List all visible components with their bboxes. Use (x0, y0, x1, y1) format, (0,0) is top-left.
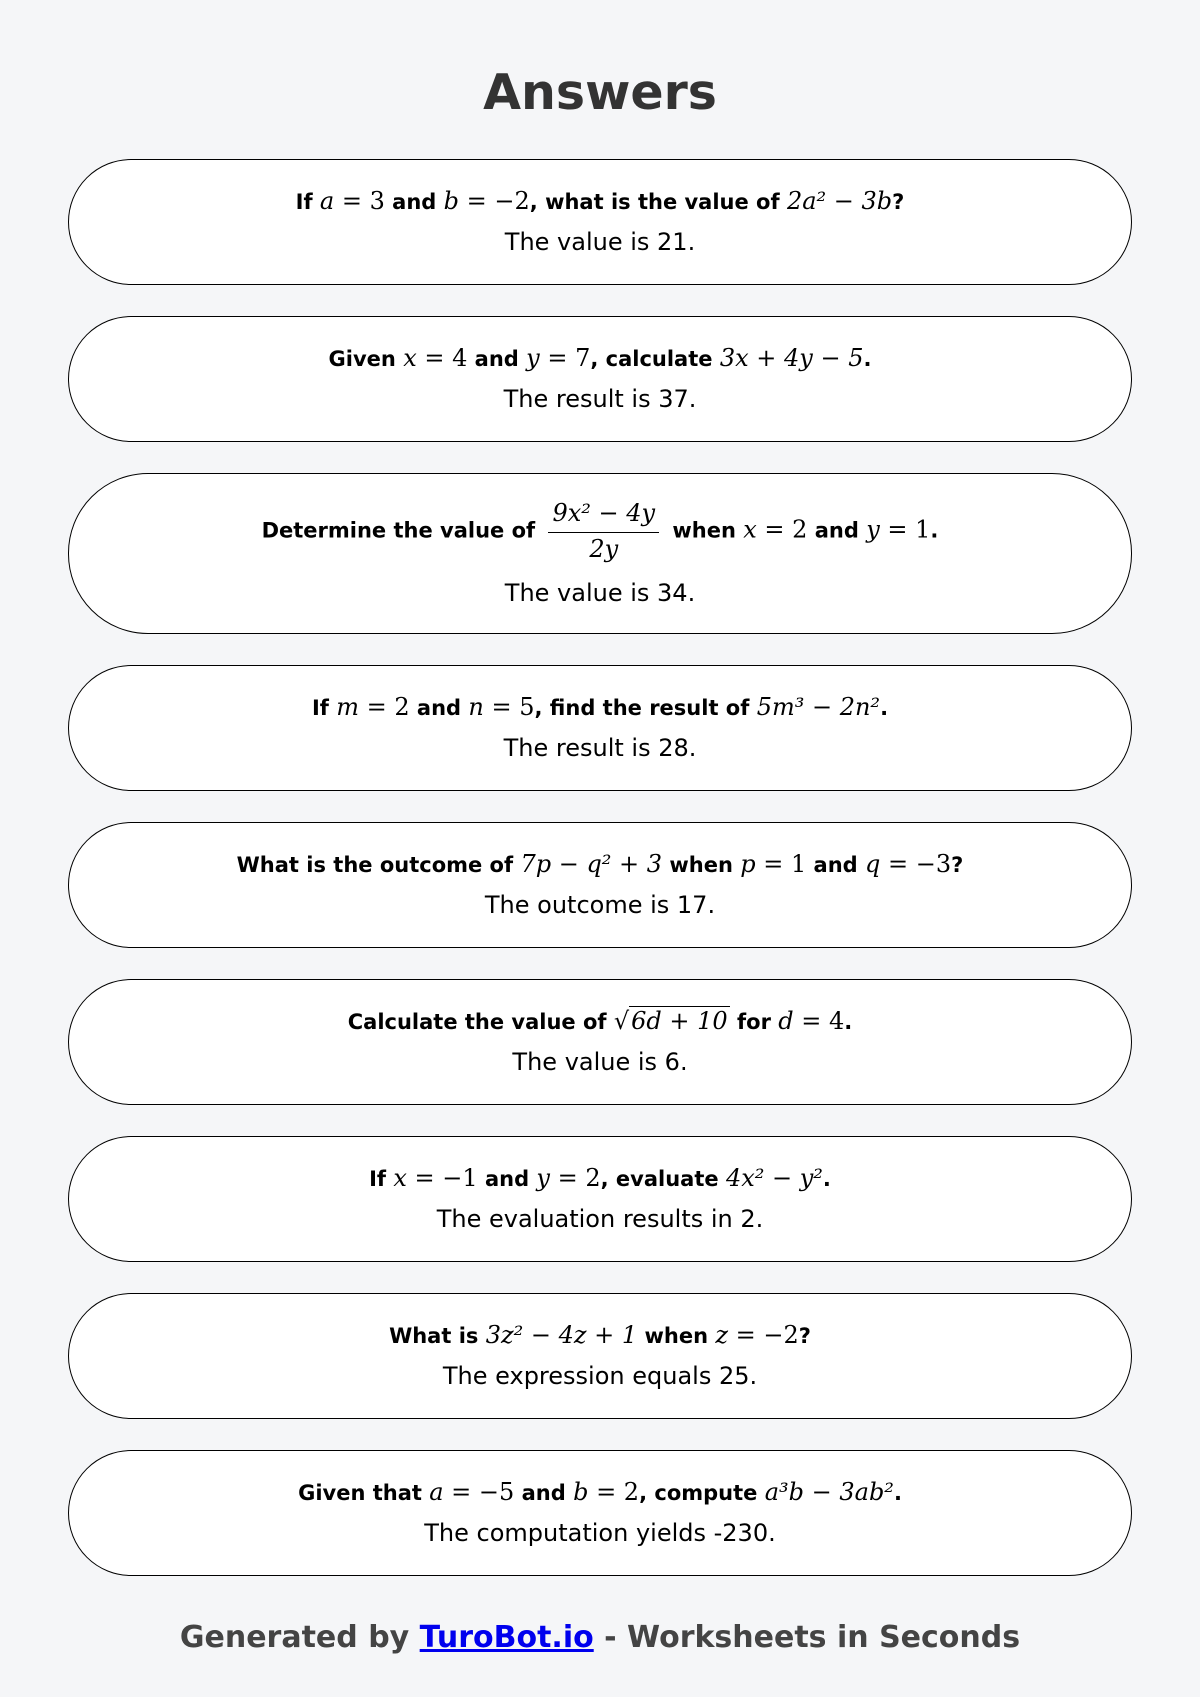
math-value: = 2 (756, 515, 808, 544)
math-expression: 5m³ − 2n² (756, 693, 881, 722)
question-prefix: Calculate the value of (347, 1010, 614, 1035)
math-value: = 1 (755, 850, 807, 879)
footer-prefix: Generated by (179, 1620, 420, 1655)
math-var: a (319, 187, 335, 216)
math-var: y (866, 515, 880, 544)
math-expression: 2a² − 3b (786, 187, 893, 216)
question-connector: and (514, 1481, 574, 1506)
math-value: = 7 (539, 344, 591, 373)
question-connector: for (729, 1010, 779, 1035)
question-connector: and (806, 853, 866, 878)
question-suffix: . (893, 1481, 902, 1506)
question-prefix: Given (328, 347, 404, 372)
math-var: y (536, 1164, 550, 1193)
turobot-link[interactable]: TuroBot.io (419, 1620, 594, 1655)
math-value: = 2 (358, 693, 410, 722)
math-var: b (443, 187, 460, 216)
question-suffix: . (863, 347, 872, 372)
question-suffix: . (880, 696, 889, 721)
math-value: = −2 (728, 1321, 799, 1350)
math-value: = 4 (793, 1007, 845, 1036)
answer-text: The computation yields -230. (424, 1519, 776, 1547)
question-prefix: Determine the value of (261, 518, 543, 543)
question-prefix: What is (389, 1324, 486, 1349)
answer-card-5 (68, 822, 1132, 948)
math-value: = 5 (483, 693, 535, 722)
math-var: z (715, 1321, 728, 1350)
math-var: m (336, 693, 359, 722)
question-text (369, 1164, 831, 1193)
math-var: q (865, 850, 881, 879)
question-text (237, 850, 964, 879)
footer (0, 1620, 1200, 1655)
question-prefix: If (311, 696, 337, 721)
math-var: p (740, 850, 756, 879)
question-text (296, 187, 905, 216)
question-connector: , evaluate (600, 1167, 726, 1192)
answer-text: The outcome is 17. (484, 891, 716, 919)
math-var: b (573, 1478, 589, 1507)
answer-text: The evaluation results in 2. (436, 1205, 764, 1233)
question-suffix: . (930, 518, 939, 543)
math-expression: 3x + 4y − 5 (719, 344, 864, 373)
question-prefix: If (369, 1167, 394, 1192)
answer-card-9 (68, 1450, 1132, 1576)
answer-card-8 (68, 1293, 1132, 1419)
sqrt-radicand: 6d + 10 (631, 1007, 728, 1036)
question-text (329, 344, 872, 373)
answer-list (68, 159, 1132, 1607)
answer-card-3 (68, 473, 1132, 634)
math-value: = 4 (416, 344, 468, 373)
question-suffix: . (822, 1167, 831, 1192)
question-connector: , compute (639, 1481, 765, 1506)
math-value: = −2 (459, 187, 530, 216)
question-suffix: ? (892, 190, 905, 215)
math-expression: a³b − 3ab² (764, 1478, 894, 1507)
math-value: = 1 (879, 515, 931, 544)
question-connector: and (477, 1167, 537, 1192)
question-prefix: If (295, 190, 320, 215)
math-value: = −5 (443, 1478, 515, 1507)
math-value: = 2 (549, 1164, 601, 1193)
question-connector: and (467, 347, 527, 372)
question-prefix: Given that (298, 1481, 430, 1506)
question-connector: , what is the value of (529, 190, 787, 215)
math-var: a (429, 1478, 444, 1507)
question-text (298, 1478, 902, 1507)
math-value: = −3 (880, 850, 952, 879)
math-value: = −1 (406, 1164, 478, 1193)
question-connector: when (637, 1324, 716, 1349)
answer-card-1 (68, 159, 1132, 285)
footer-suffix: - Worksheets in Seconds (593, 1620, 1021, 1655)
answer-text: The value is 21. (504, 228, 696, 256)
math-fraction (548, 499, 659, 564)
page-title: Answers (483, 64, 717, 121)
answer-text: The result is 37. (503, 385, 697, 413)
question-connector: , calculate (590, 347, 720, 372)
question-suffix: . (844, 1010, 853, 1035)
question-connector: , find the result of (534, 696, 757, 721)
fraction-numerator: 9x² − 4y (548, 499, 659, 533)
math-var: x (403, 344, 417, 373)
answer-text: The value is 34. (504, 579, 696, 608)
question-text (348, 1007, 853, 1036)
math-var: d (778, 1007, 794, 1036)
question-text (262, 499, 939, 564)
math-expression: 4x² − y² (725, 1164, 823, 1193)
question-text (312, 693, 888, 722)
answer-card-6 (68, 979, 1132, 1105)
question-text (389, 1321, 811, 1350)
math-var: y (526, 344, 540, 373)
question-prefix: What is the outcome of (236, 853, 521, 878)
math-var: x (743, 515, 757, 544)
question-connector: when (665, 518, 744, 543)
math-sqrt (614, 1006, 730, 1035)
answer-text: The expression equals 25. (442, 1362, 758, 1390)
sqrt-symbol: √ (613, 1007, 630, 1036)
question-connector: and (409, 696, 469, 721)
math-value: = 3 (334, 187, 385, 216)
question-connector: when (662, 853, 741, 878)
math-var: n (468, 693, 484, 722)
answer-card-2 (68, 316, 1132, 442)
question-suffix: ? (798, 1324, 811, 1349)
math-value: = 2 (588, 1478, 640, 1507)
question-connector: and (807, 518, 867, 543)
fraction-denominator: 2y (589, 534, 619, 563)
question-connector: and (384, 190, 444, 215)
math-var: x (393, 1164, 407, 1193)
answer-text: The result is 28. (503, 734, 697, 762)
question-suffix: ? (951, 853, 964, 878)
answer-card-4 (68, 665, 1132, 791)
math-expression: 3z² − 4z + 1 (485, 1321, 638, 1350)
answer-card-7 (68, 1136, 1132, 1262)
answer-text: The value is 6. (512, 1048, 688, 1076)
math-expression: 7p − q² + 3 (520, 850, 663, 879)
